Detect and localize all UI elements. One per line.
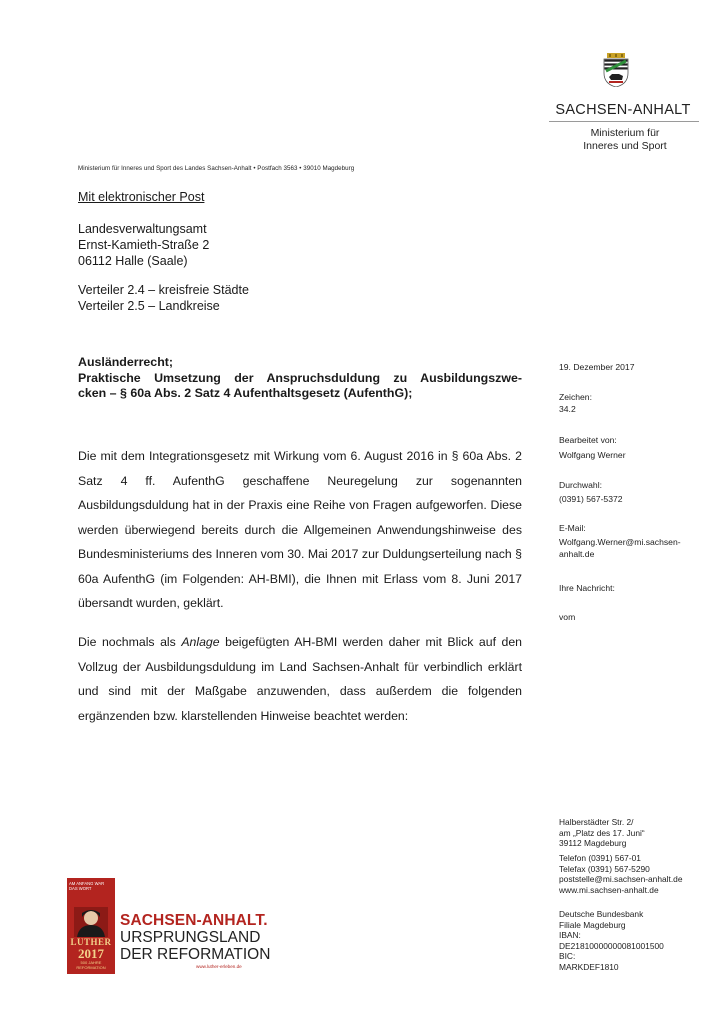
email-label: E-Mail:	[559, 523, 586, 533]
subject-line: Praktische Umsetzung der Anspruchsduldung zu Ausbildungszwe-	[78, 370, 522, 385]
bank-details	[559, 909, 664, 972]
email-value-line: anhalt.de	[559, 548, 595, 559]
body-paragraph-2	[78, 630, 522, 728]
address-line: 39112 Magdeburg	[559, 838, 627, 848]
recipient-line: Landesverwaltungsamt	[78, 222, 207, 236]
distribution-line: Verteiler 2.4 – kreisfreie Städte	[78, 283, 249, 297]
durchwahl-value: (0391) 567-5372	[559, 494, 623, 504]
contact-details	[559, 853, 683, 895]
website: www.mi.sachsen-anhalt.de	[559, 884, 659, 895]
body-text: beigefügten AH-BMI werden daher mit Blick auf den Vollzug der Ausbildungsduldung im Land Sachsen-Anhalt für verbindlich erklärt und sind mit der Maßgabe anzuwenden, dass außerdem die folgenden ergänzenden bzw. klarstellenden Hinweise beachtet werden:	[78, 635, 522, 723]
logo-divider	[549, 121, 699, 122]
zeichen-label: Zeichen:	[559, 392, 592, 402]
office-email: poststelle@mi.sachsen-anhalt.de	[559, 874, 683, 884]
recipient-line: Ernst-Kamieth-Straße 2	[78, 238, 210, 252]
phone: Telefon (0391) 567-01	[559, 853, 641, 863]
subject-line: cken – § 60a Abs. 2 Satz 4 Aufenthaltsgesetz (AufenthG);	[78, 386, 413, 400]
bic-value: MARKDEF1810	[559, 961, 619, 972]
address-line: am „Platz des 17. Juni“	[559, 827, 645, 838]
letter-date: 19. Dezember 2017	[559, 362, 635, 372]
vom-label: vom	[559, 612, 576, 622]
distribution-line: Verteiler 2.5 – Landkreise	[78, 299, 220, 313]
badge-year: 2017	[78, 946, 104, 961]
logo-subtitle-line: Inneres und Sport	[583, 140, 667, 152]
bearbeitet-label: Bearbeitet von:	[559, 435, 617, 445]
iban-value: DE21810000000081001500	[559, 940, 664, 951]
campaign-line: DER REFORMATION	[120, 946, 271, 963]
luther-portrait-icon	[74, 907, 108, 937]
body-text-italic: Anlage	[181, 635, 220, 649]
sender-return-address: Ministerium für Inneres und Sport des Landes Sachsen-Anhalt • Postfach 3563 • 39010 Magdeburg	[78, 165, 355, 172]
campaign-url: www.luther-erleben.de	[196, 964, 242, 969]
body-text: Die nochmals als	[78, 635, 182, 649]
email-value	[559, 537, 681, 560]
body-paragraph-1: Die mit dem Integrationsgesetz mit Wirkung vom 6. August 2016 in § 60a Abs. 2 Satz 4 ff. AufenthG geschaffene Neuregelung zur sogenannten Ausbildungsduldung hat in der Praxis eine Reihe von Fragen aufgeworfen. Diese werden überwiegend bereits durch die Allgemeinen Anwendungshinweise des Bundesministeriums des Inneren vom 30. Mai 2017 zur Duldungserteilung nach § 60a AufenthG (im Folgenden: AH-BMI), die Ihnen mit Erlass vom 8. Juni 2017 übersandt wurden, geklärt.	[78, 449, 522, 610]
logo-subtitle-line: Ministerium für	[590, 127, 660, 139]
office-address	[559, 817, 645, 849]
fax: Telefax (0391) 567-5290	[559, 863, 650, 874]
bank-name: Deutsche Bundesbank	[559, 909, 644, 919]
distribution-list	[78, 282, 249, 314]
subject-line: Ausländerrecht;	[78, 355, 174, 369]
bic-label: BIC:	[559, 951, 576, 961]
letter-subject	[78, 355, 522, 402]
recipient-address	[78, 221, 209, 269]
bearbeitet-value: Wolfgang Werner	[559, 450, 626, 460]
delivery-mode: Mit elektronischer Post	[78, 190, 205, 204]
badge-word: LUTHER	[70, 937, 112, 947]
zeichen-value: 34.2	[559, 404, 576, 414]
address-line: Halberstädter Str. 2/	[559, 817, 634, 827]
durchwahl-label: Durchwahl:	[559, 480, 602, 490]
badge-tagline: 500 JAHRE REFORMATION	[76, 960, 106, 970]
bank-branch: Filiale Magdeburg	[559, 919, 626, 930]
logo-title: SACHSEN-ANHALT	[555, 102, 691, 118]
ihre-nachricht-label: Ihre Nachricht:	[559, 583, 615, 593]
email-value-line: Wolfgang.Werner@mi.sachsen-	[559, 537, 681, 547]
logo-subtitle	[560, 127, 690, 153]
campaign-title: SACHSEN-ANHALT.	[120, 912, 268, 929]
badge-motto: AM ANFANG WAR DAS WORT	[69, 881, 105, 891]
coat-of-arms-icon	[603, 53, 629, 87]
campaign-line: URSPRUNGSLAND	[120, 929, 261, 946]
iban-label: IBAN:	[559, 930, 581, 940]
recipient-line: 06112 Halle (Saale)	[78, 254, 188, 268]
